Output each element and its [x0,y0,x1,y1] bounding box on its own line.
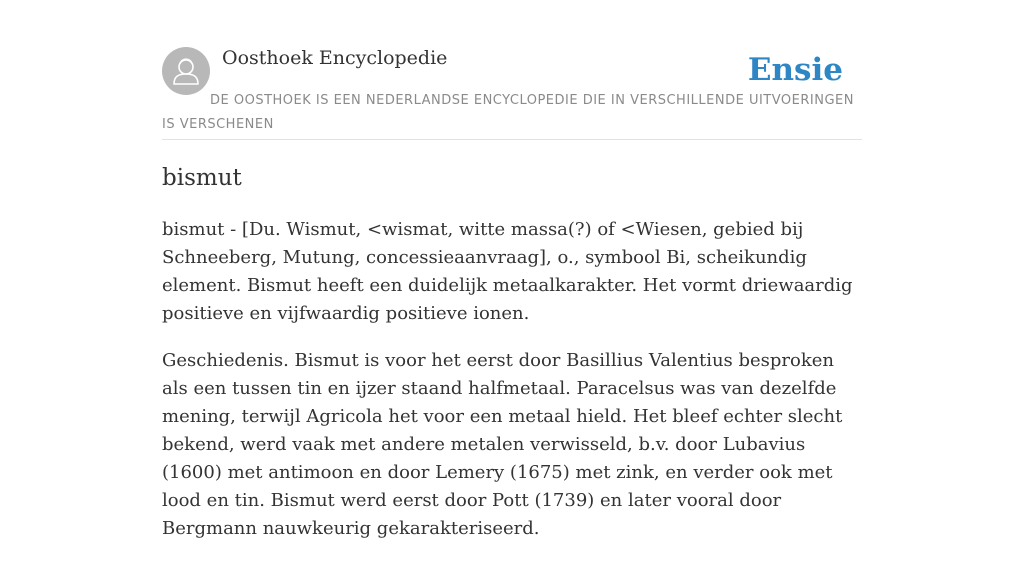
brand-logo[interactable]: Ensie [747,52,843,88]
site-name-link[interactable]: Oosthoek Encyclopedie [222,47,448,69]
user-icon [162,47,210,95]
header-divider [162,139,862,140]
article-paragraph-definition: bismut - [Du. Wismut, <wismat, witte massa(?) of <Wiesen, gebied bij Schneeberg, Mutung, concessieaanvraag], o., symbool Bi, scheikundig element. Bismut heeft een duidelijk metaalkarakter. Het vormt driewaardig positieve en vijfwaardig positieve ionen. [162,219,853,324]
article-body [162,216,864,562]
author-avatar[interactable] [162,47,210,95]
article-paragraph-history: Geschiedenis. Bismut is voor het eerst door Basillius Valentius besproken als een tussen tin en ijzer staand halfmetaal. Paracelsus was van dezelfde mening, terwijl Agricola het voor een metaal hield. Het bleef echter slecht bekend, werd vaak met andere metalen verwisseld, b.v. door Lubavius (1600) met antimoon en door Lemery (1675) met zink, en verder ook met lood en tin. Bismut werd eerst door Pott (1739) en later vooral door Bergmann nauwkeurig gekarakteriseerd. [162,350,843,539]
site-tagline: DE OOSTHOEK IS EEN NEDERLANDSE ENCYCLOPEDIE DIE IN VERSCHILLENDE UITVOERINGEN IS VERSCHENEN [162,93,854,132]
article-title: bismut [162,165,242,191]
